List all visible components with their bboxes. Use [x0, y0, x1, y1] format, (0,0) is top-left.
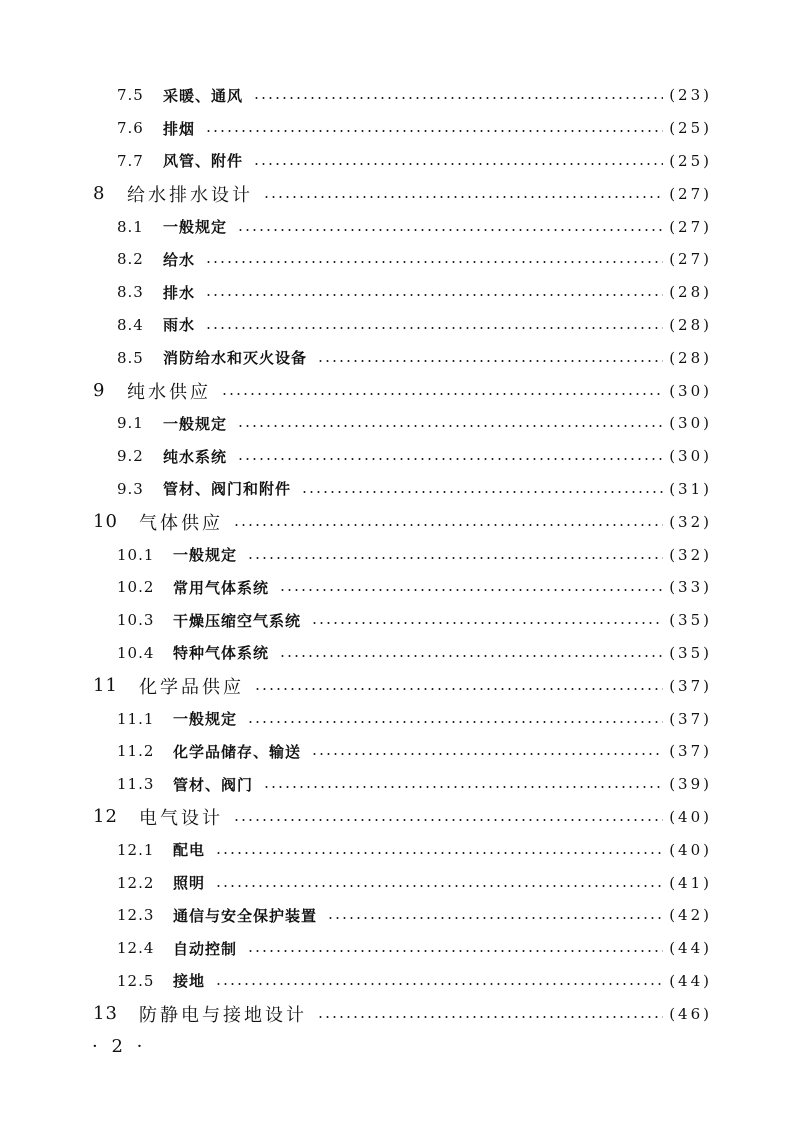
dot-leader: [327, 917, 663, 919]
dot-leader: [247, 557, 663, 559]
dot-leader: [233, 524, 663, 526]
toc-entry-title: 一般规定: [173, 710, 238, 729]
toc-entry-page: (32): [669, 512, 712, 531]
dot-leader: [263, 786, 663, 788]
toc-entry[interactable]: [0, 112, 790, 145]
toc-entry-title: 管材、阀门: [173, 775, 254, 794]
toc-entry-number: 9.1: [117, 414, 144, 433]
toc-entry[interactable]: [0, 276, 790, 309]
toc-entry-page: (27): [669, 250, 712, 269]
dot-leader: [301, 491, 663, 493]
toc-entry-number: 12.1: [117, 840, 155, 859]
toc-entry[interactable]: [0, 341, 790, 374]
toc-entry[interactable]: [0, 407, 790, 440]
toc-entry-page: (35): [669, 643, 712, 662]
toc-entry-title: 一般规定: [173, 546, 238, 565]
toc-entry-number: 12.3: [117, 906, 155, 925]
dot-leader: [221, 393, 663, 395]
toc-entry-title: 干燥压缩空气系统: [173, 611, 302, 630]
toc-entry[interactable]: [0, 374, 790, 407]
toc-entry-title: 化学品储存、输送: [173, 742, 302, 761]
toc-entry[interactable]: [0, 473, 790, 506]
toc-entry-title: 给水: [163, 250, 196, 269]
dot-leader: [205, 130, 663, 132]
toc-entry-number: 8: [93, 183, 106, 205]
toc-entry-number: 7.7: [117, 151, 144, 170]
dot-leader: [263, 196, 663, 198]
table-of-contents: [0, 79, 790, 1030]
toc-entry-page: (31): [669, 479, 712, 498]
dot-leader: [237, 229, 663, 231]
toc-entry-number: 10.2: [117, 578, 155, 597]
toc-entry-title: 排水: [163, 283, 196, 302]
toc-entry[interactable]: [0, 702, 790, 735]
toc-entry[interactable]: [0, 604, 790, 637]
toc-entry-page: (33): [669, 578, 712, 597]
toc-entry-page: (32): [669, 545, 712, 564]
dot-leader: [311, 622, 663, 624]
dot-leader: [253, 97, 663, 99]
toc-entry-number: 9.2: [117, 447, 144, 466]
toc-entry-page: (40): [669, 807, 712, 826]
toc-entry[interactable]: [0, 768, 790, 801]
toc-entry[interactable]: [0, 440, 790, 473]
toc-entry-number: 8.1: [117, 217, 144, 236]
toc-entry-page: (25): [669, 119, 712, 138]
toc-entry-number: 13: [93, 1003, 118, 1025]
toc-entry-number: 8.2: [117, 250, 144, 269]
toc-entry-title: 排烟: [163, 119, 196, 138]
toc-entry-number: 11.3: [117, 775, 155, 794]
toc-entry-number: 11.2: [117, 742, 155, 761]
toc-entry[interactable]: [0, 735, 790, 768]
toc-entry-number: 8.3: [117, 283, 144, 302]
toc-entry-page: (30): [669, 447, 712, 466]
toc-entry-page: (37): [669, 742, 712, 761]
dot-leader: [233, 819, 663, 821]
toc-entry-page: (40): [669, 840, 712, 859]
toc-entry[interactable]: [0, 571, 790, 604]
dot-leader: [205, 294, 663, 296]
dot-leader: [279, 655, 663, 657]
dot-leader: [279, 589, 663, 591]
toc-entry-title: 接地: [173, 972, 206, 991]
toc-entry-title: 消防给水和灭火设备: [163, 349, 308, 368]
toc-entry-title: 自动控制: [173, 939, 238, 958]
toc-entry-page: (30): [669, 414, 712, 433]
dot-leader: [215, 983, 663, 985]
toc-entry-page: (23): [669, 86, 712, 105]
toc-entry-title: 特种气体系统: [173, 644, 270, 663]
toc-entry-number: 12: [93, 806, 118, 828]
toc-entry[interactable]: [0, 538, 790, 571]
toc-entry[interactable]: [0, 243, 790, 276]
toc-entry-page: (44): [669, 971, 712, 990]
toc-entry-page: (39): [669, 775, 712, 794]
toc-entry-number: 8.4: [117, 315, 144, 334]
toc-entry-page: (41): [669, 873, 712, 892]
dot-leader: [317, 1016, 663, 1018]
dot-leader: [317, 360, 663, 362]
toc-entry-number: 7.5: [117, 86, 144, 105]
toc-entry-page: (27): [669, 184, 712, 203]
toc-entry-page: (30): [669, 381, 712, 400]
dot-leader: [247, 950, 663, 952]
toc-entry-number: 9: [93, 380, 106, 402]
toc-entry-title: 化学品供应: [139, 676, 244, 698]
dot-leader: [205, 261, 663, 263]
toc-entry-page: (37): [669, 676, 712, 695]
toc-entry-page: (28): [669, 348, 712, 367]
dot-leader: [253, 163, 663, 165]
toc-entry-number: 11.1: [117, 709, 155, 728]
toc-entry-number: 11: [93, 675, 118, 697]
toc-entry[interactable]: [0, 637, 790, 670]
dot-leader: [205, 327, 663, 329]
dot-leader: [215, 885, 663, 887]
dot-leader: [247, 721, 663, 723]
toc-entry-title: 一般规定: [163, 414, 228, 433]
toc-entry-title: 常用气体系统: [173, 578, 270, 597]
dot-leader: [237, 458, 663, 460]
toc-entry-number: 10: [93, 511, 118, 533]
toc-entry-number: 10.4: [117, 643, 155, 662]
toc-entry-title: 一般规定: [163, 218, 228, 237]
toc-entry[interactable]: [0, 833, 790, 866]
toc-entry-title: 雨水: [163, 316, 196, 335]
dot-leader: [311, 753, 663, 755]
toc-entry-title: 管材、阀门和附件: [163, 480, 292, 499]
page-number: · 2 ·: [92, 1036, 147, 1057]
toc-entry-page: (28): [669, 283, 712, 302]
toc-entry-title: 照明: [173, 874, 206, 893]
toc-entry[interactable]: [0, 210, 790, 243]
toc-entry-number: 12.2: [117, 873, 155, 892]
toc-entry[interactable]: [0, 866, 790, 899]
toc-entry-number: 7.6: [117, 119, 144, 138]
toc-entry-title: 气体供应: [139, 512, 223, 534]
toc-entry-page: (28): [669, 315, 712, 334]
toc-entry-title: 电气设计: [139, 807, 223, 829]
toc-entry[interactable]: [0, 801, 790, 834]
toc-entry-title: 风管、附件: [163, 152, 244, 171]
toc-entry-title: 通信与安全保护装置: [173, 906, 318, 925]
toc-entry-title: 纯水供应: [127, 381, 211, 403]
toc-entry-title: 纯水系统: [163, 447, 228, 466]
toc-entry[interactable]: [0, 997, 790, 1030]
toc-entry-number: 12.5: [117, 971, 155, 990]
toc-entry-page: (27): [669, 217, 712, 236]
toc-entry-number: 10.3: [117, 611, 155, 630]
toc-entry-page: (37): [669, 709, 712, 728]
toc-entry-title: 采暖、通风: [163, 86, 244, 105]
toc-entry-page: (25): [669, 151, 712, 170]
toc-entry-number: 10.1: [117, 545, 155, 564]
dot-leader: [254, 688, 663, 690]
toc-entry[interactable]: [0, 177, 790, 210]
toc-entry[interactable]: [0, 79, 790, 112]
toc-entry-page: (46): [669, 1004, 712, 1023]
toc-entry-page: (44): [669, 939, 712, 958]
toc-entry-title: 给水排水设计: [127, 184, 253, 206]
toc-entry-title: 防静电与接地设计: [139, 1004, 307, 1026]
toc-entry[interactable]: [0, 145, 790, 178]
toc-entry-number: 8.5: [117, 348, 144, 367]
toc-entry-page: (35): [669, 611, 712, 630]
dot-leader: [237, 425, 663, 427]
toc-entry[interactable]: [0, 505, 790, 538]
toc-entry[interactable]: [0, 932, 790, 965]
toc-entry-number: 12.4: [117, 939, 155, 958]
toc-entry[interactable]: [0, 899, 790, 932]
toc-entry-title: 配电: [173, 841, 206, 860]
toc-entry[interactable]: [0, 309, 790, 342]
toc-entry-page: (42): [669, 906, 712, 925]
toc-entry[interactable]: [0, 965, 790, 998]
dot-leader: [215, 852, 663, 854]
toc-entry[interactable]: [0, 669, 790, 702]
toc-entry-number: 9.3: [117, 479, 144, 498]
